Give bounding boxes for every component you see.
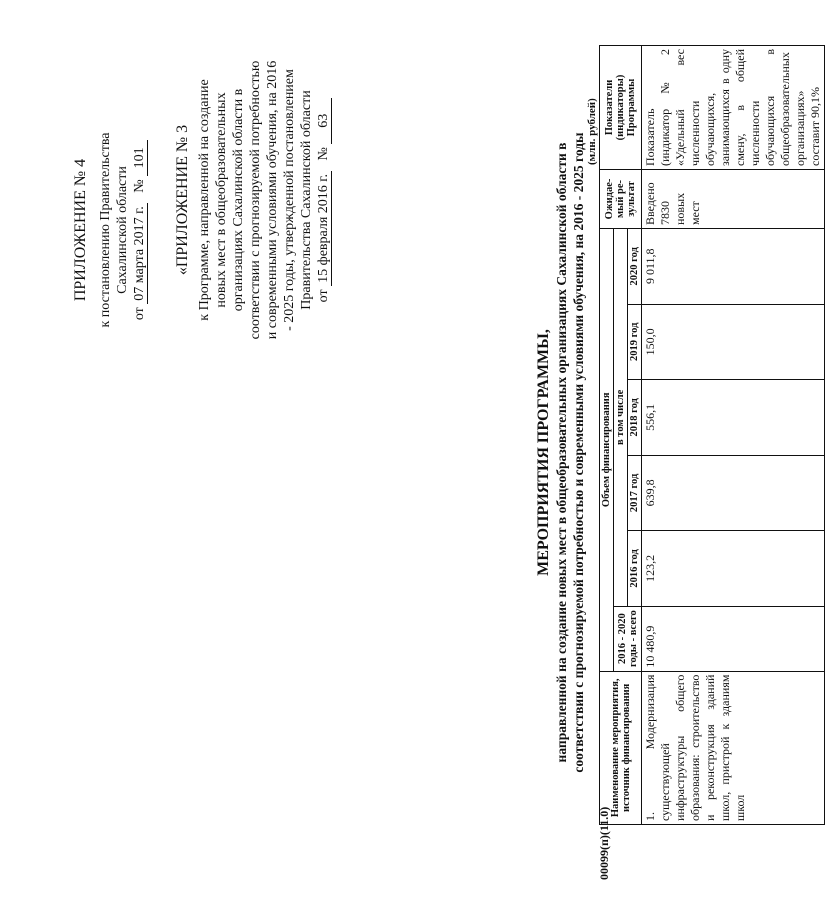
cell-measure-name: 1. Модернизация существующей инфраструктуры общего образования: строительство и реконструкция зданий школ, пристрой к зданиям школ <box>642 671 825 824</box>
header-year: 2019 год <box>628 304 642 380</box>
header-including: в том числе <box>614 228 628 606</box>
prev-appendix-line: - 2025 годы, утвержденной постановлением <box>282 69 297 331</box>
header-year: 2018 год <box>628 380 642 456</box>
units-label: (млн. рублей) <box>586 98 598 165</box>
prev-appendix-line: соответствии с прогнозируемой потребностью <box>248 60 263 340</box>
table-row <box>642 46 825 825</box>
appendix-date: 07 марта 2017 г. <box>132 203 148 303</box>
cell-year-value: 556,1 <box>642 380 825 456</box>
heading-line: соответствии с прогнозируемой потребностью и современными условиями обучения, на 2016 - 2025 годы <box>571 132 586 773</box>
prev-appendix-title: «ПРИЛОЖЕНИЕ № 3 <box>174 124 191 276</box>
appendix-title: ПРИЛОЖЕНИЕ № 4 <box>72 158 89 302</box>
header-funding: Объем финансирования <box>600 228 614 671</box>
header-name: Наименование мероприятия, источник финансирования <box>600 671 642 824</box>
header-indicators: Показатели (индикаторы) Программы <box>600 46 642 170</box>
heading-title: МЕРОПРИЯТИЯ ПРОГРАММЫ, <box>535 329 552 576</box>
appendix-block <box>72 115 148 345</box>
prev-appendix-number: 63 <box>316 98 332 144</box>
header-year: 2016 год <box>628 531 642 607</box>
date-prefix: от <box>316 289 331 303</box>
date-prefix: от <box>132 307 147 321</box>
cell-year-value: 9 011,8 <box>642 228 825 304</box>
prev-appendix-line: Правительства Сахалинской области <box>299 90 314 310</box>
header-result: Ожидае-мый ре-зультат <box>600 169 642 228</box>
cell-year-value: 123,2 <box>642 531 825 607</box>
prev-appendix-line: новых мест в общеобразовательных <box>214 92 229 308</box>
number-prefix: № <box>316 147 331 161</box>
prev-appendix-line: и современными условиями обучения, на 2016 <box>265 60 280 340</box>
appendix-number: 101 <box>132 140 148 176</box>
header-year: 2020 год <box>628 228 642 304</box>
header-year: 2017 год <box>628 455 642 531</box>
appendix-line: Сахалинской области <box>115 166 130 294</box>
heading-line: направленной на создание новых мест в общеобразовательных организациях Сахалинской области в <box>554 142 569 763</box>
cell-year-value: 639,8 <box>642 455 825 531</box>
cell-year-value: 150,0 <box>642 304 825 380</box>
header-total: 2016 - 2020 годы - всего <box>614 606 642 671</box>
number-prefix: № <box>132 179 147 193</box>
appendix-line: к постановлению Правительства <box>98 132 113 328</box>
heading-block <box>534 0 587 905</box>
cell-total: 10 480,9 <box>642 606 825 671</box>
cell-result: Введено 7830 новых мест <box>642 169 825 228</box>
measures-table <box>599 45 825 825</box>
prev-appendix-date: 15 февраля 2016 г. <box>316 171 332 286</box>
prev-appendix-line: организациях Сахалинской области в <box>231 88 246 312</box>
prev-appendix-block <box>174 50 332 350</box>
doc-code: 00099(п)(11.0) <box>597 806 611 880</box>
prev-appendix-line: к Программе, направленной на создание <box>197 79 212 321</box>
prev-appendix-date-row <box>315 50 332 350</box>
cell-indicator: Показатель (индикатор № 2 «Удельный вес численности обучающихся, занимающихся в одну смену, в общей численности обучающихся в общеобразовательных организациях» составит 90,1% <box>642 46 825 170</box>
appendix-date-row <box>131 115 148 345</box>
